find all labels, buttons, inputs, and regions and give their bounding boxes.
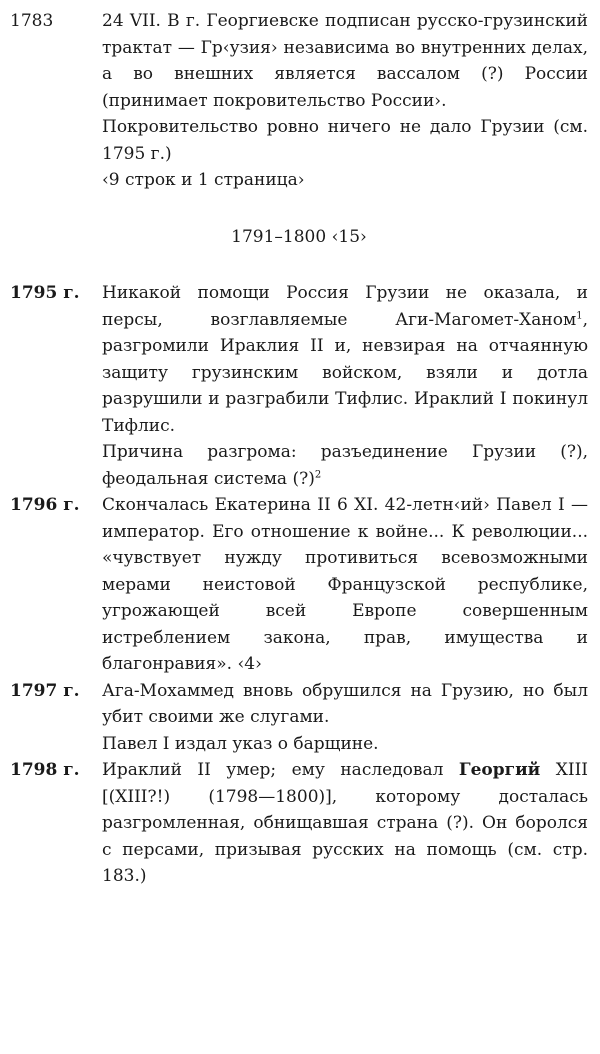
entry-paragraph: ‹9 строк и 1 страница› (102, 170, 305, 190)
footnote-ref: 2 (314, 468, 322, 480)
paragraph-text: , разгромили Ираклия II и, невзирая на отчаянную защиту грузинским войском, взяли и дотла разрушили и разграбили Тифлис. Ираклий I покинул Тифлис. (102, 309, 588, 436)
chronicle-entry-1795 (10, 280, 588, 492)
entry-body (102, 678, 588, 758)
entry-body (102, 757, 588, 890)
entry-paragraph: Покровительство ровно ничего не дало Грузии (см. 1795 г.) (102, 117, 588, 164)
entry-paragraph (102, 439, 588, 492)
section-heading: 1791–1800 ‹15› (231, 226, 367, 247)
entry-body (102, 492, 588, 678)
paragraph-text: XIII [(XIII?!) (1798—1800)], которому досталась разгромленная, обнищавшая страна (?). Он боролся с персами, призывая русских на помощь (см. стр. 183.) (102, 760, 588, 886)
chronicle-entry-1797 (10, 678, 588, 758)
entry-paragraph (102, 757, 588, 890)
entry-body (102, 8, 588, 194)
chronicle-entry-1798 (10, 757, 588, 890)
paragraph-text: Ираклий II умер; ему наследовал (102, 760, 459, 780)
chronicle-entry-1796 (10, 492, 588, 678)
entry-year: 1797 г. (10, 680, 80, 701)
entry-paragraph (102, 280, 588, 439)
entry-year: 1798 г. (10, 760, 80, 780)
paragraph-text: Причина разгрома: разъединение Грузии (?), феодальная система (?) (102, 442, 588, 489)
entry-year: 1796 г. (10, 495, 80, 515)
entry-year: 1783 (10, 11, 54, 31)
entry-paragraph: Ага-Мохаммед вновь обрушился на Грузию, но был убит своими же слугами. (102, 680, 588, 727)
entry-year: 1795 г. (10, 283, 80, 303)
emphasized-name: Георгий (458, 760, 541, 780)
entry-paragraph: Павел I издал указ о барщине. (102, 733, 379, 754)
paragraph-text: Никакой помощи Россия Грузии не оказала, и персы, возглавляемые Аги-Магомет-Ханом (102, 283, 588, 330)
entry-paragraph: 24 VII. В г. Георгиевске подписан русско-грузинский трактат — Гр‹узия› независима во внутренних делах, а во внешних является вассалом (?) России (принимает покровительство России›. (102, 11, 588, 111)
entry-body (102, 280, 588, 492)
chronicle-entry-1783 (10, 8, 588, 194)
footnote-ref: 1 (576, 309, 583, 321)
entry-paragraph: Скончалась Екатерина II 6 XI. 42-летн‹ий› Павел I — император. Его отношение к войне... К революции... «чувствует нужду противиться всевозможными мерами неистовой Французской республике, угрожающей всей Европе совершенным истреблением закона, прав, имущества и благонравия». ‹4› (102, 495, 588, 674)
